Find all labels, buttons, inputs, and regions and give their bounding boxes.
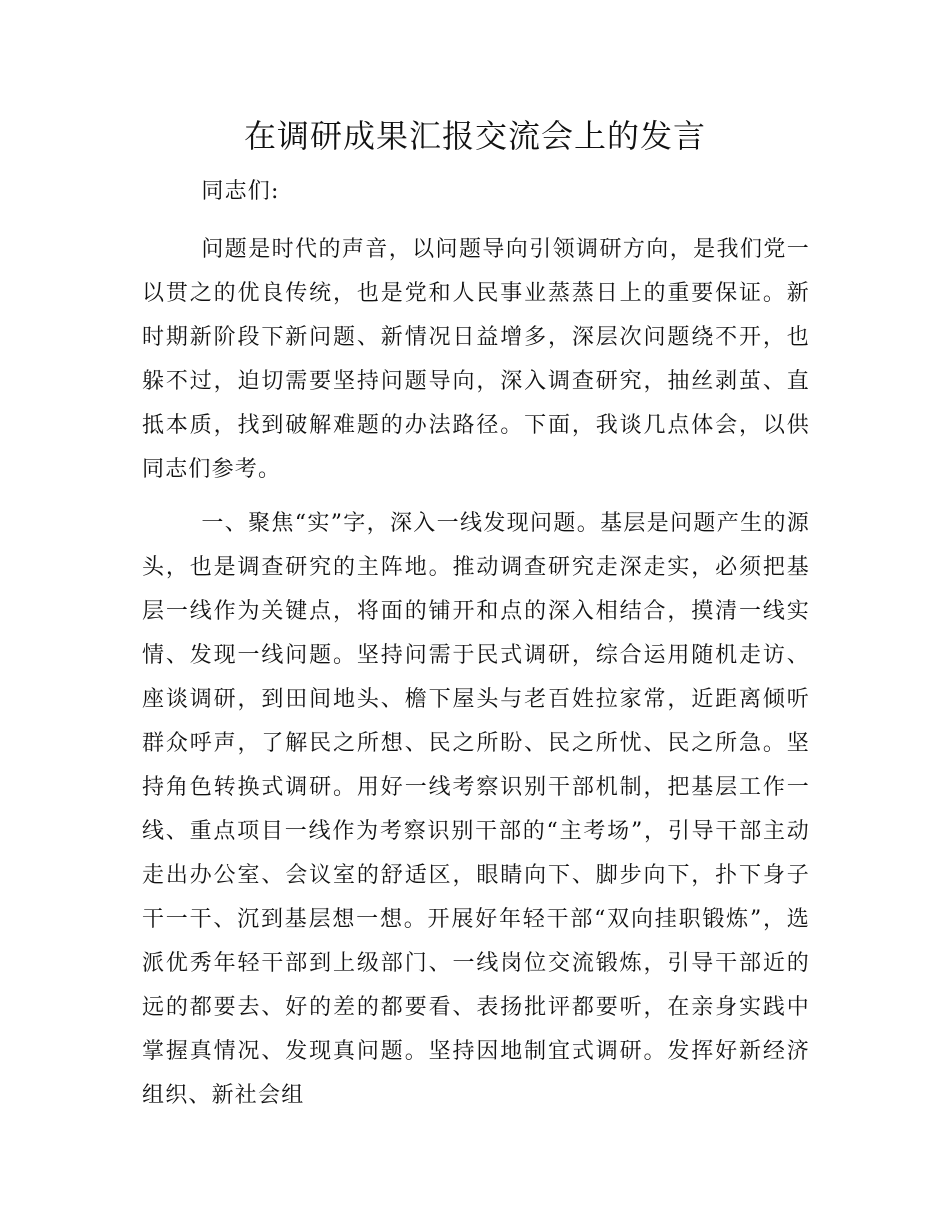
document-body xyxy=(142,170,810,1118)
document-title: 在调研成果汇报交流会上的发言 xyxy=(243,117,706,155)
paragraph-section-one: 一、聚焦“实”字，深入一线发现问题。基层是问题产生的源头，也是调查研究的主阵地。推动调查研究走深走实，必须把基层一线作为关键点，将面的铺开和点的深入相结合，摸清一线实情、发现一线问题。坚持问需于民式调研，综合运用随机走访、座谈调研，到田间地头、檐下屋头与老百姓拉家常，近距离倾听群众呼声，了解民之所想、民之所盼、民之所忧、民之所急。坚持角色转换式调研。用好一线考察识别干部机制，把基层工作一线、重点项目一线作为考察识别干部的“主考场”，引导干部主动走出办公室、会议室的舒适区，眼睛向下、脚步向下，扑下身子干一干、沉到基层想一想。开展好年轻干部“双向挂职锻炼”，选派优秀年轻干部到上级部门、一线岗位交流锻炼，引导干部近的远的都要去、好的差的都要看、表扬批评都要听，在亲身实践中掌握真情况、发现真问题。坚持因地制宜式调研。发挥好新经济组织、新社会组 xyxy=(142,511,810,1108)
paragraph-intro: 问题是时代的声音，以问题导向引领调研方向，是我们党一以贯之的优良传统，也是党和人民事业蒸蒸日上的重要保证。新时期新阶段下新问题、新情况日益增多，深层次问题绕不开，也躲不过，迫切需要坚持问题导向，深入调查研究，抽丝剥茧、直抵本质，找到破解难题的办法路径。下面，我谈几点体会，以供同志们参考。 xyxy=(142,237,810,482)
salutation: 同志们: xyxy=(201,179,280,204)
